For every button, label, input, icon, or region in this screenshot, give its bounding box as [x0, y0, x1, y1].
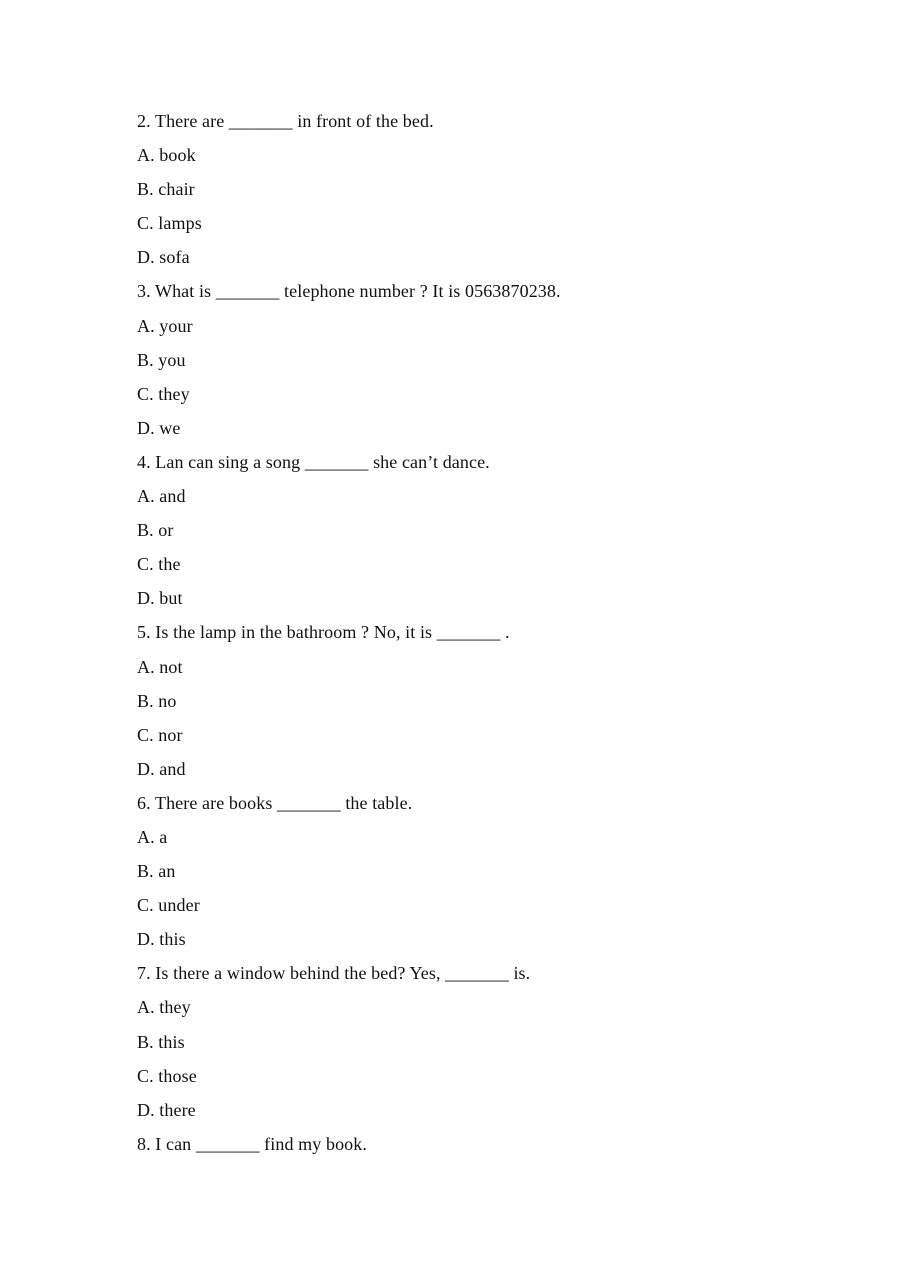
option-7a: A. they [137, 997, 191, 1018]
question-2: 2. There are _______ in front of the bed. [137, 111, 434, 131]
option-4a: A. and [137, 486, 186, 507]
question-4: 4. Lan can sing a song _______ she can’t dance. [137, 451, 490, 472]
option-6c: C. under [137, 895, 200, 916]
option-4c: C. the [137, 554, 181, 575]
option-6a: A. a [137, 826, 168, 847]
option-3b: B. you [137, 349, 186, 370]
question-3: 3. What is _______ telephone number ? It is 0563870238. [137, 281, 561, 302]
option-4b: B. or [137, 520, 174, 541]
question-8: 8. I can _______ find my book. [137, 1133, 367, 1154]
option-2c: C. lamps [137, 213, 202, 234]
option-6d: D. this [137, 929, 186, 950]
option-4d: D. but [137, 588, 183, 609]
option-5b: B. no [137, 690, 177, 711]
question-7: 7. Is there a window behind the bed? Yes, _______ is. [137, 963, 531, 984]
exercise-text [137, 107, 837, 1164]
question-5: 5. Is the lamp in the bathroom ? No, it is _______ . [137, 622, 510, 643]
option-2b: B. chair [137, 179, 195, 200]
option-7b: B. this [137, 1031, 185, 1052]
option-5c: C. nor [137, 724, 183, 745]
option-3a: A. your [137, 315, 193, 336]
option-6b: B. an [137, 861, 176, 882]
option-2d: D. sofa [137, 247, 190, 268]
option-3d: D. we [137, 417, 181, 438]
option-7d: D. there [137, 1099, 196, 1120]
option-3c: C. they [137, 383, 190, 404]
option-5d: D. and [137, 758, 186, 779]
option-7c: C. those [137, 1065, 197, 1086]
option-5a: A. not [137, 656, 183, 677]
question-6: 6. There are books _______ the table. [137, 792, 413, 813]
option-2a: A. book [137, 145, 196, 166]
